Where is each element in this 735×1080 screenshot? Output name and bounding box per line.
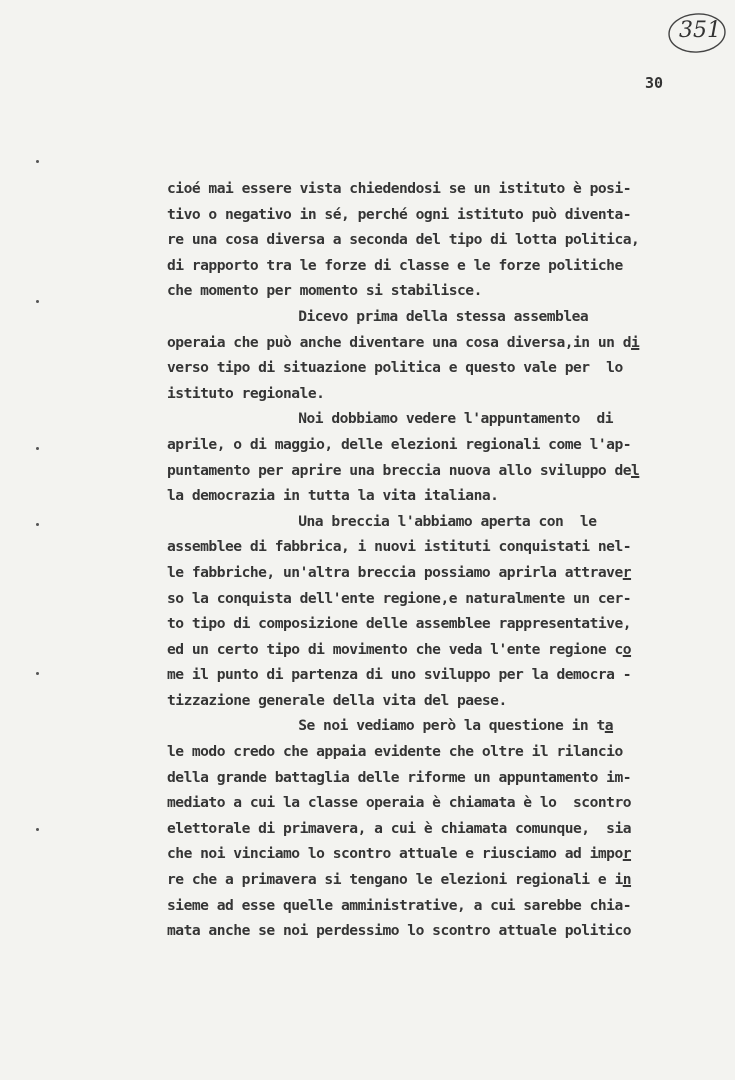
text-line — [167, 816, 677, 842]
text-line — [167, 586, 677, 612]
text-line — [167, 790, 677, 816]
text-segment: di rapporto tra le forze di classe e le forze politiche — [167, 256, 623, 274]
text-segment: elettorale di primavera, a cui è chiamata comunque, sia — [167, 819, 632, 837]
text-line — [167, 253, 677, 279]
text-line — [167, 432, 677, 458]
text-line — [167, 560, 677, 586]
text-line — [167, 713, 677, 739]
text-line — [167, 637, 677, 663]
text-segment: Se noi vediamo però la questione in t — [298, 717, 605, 735]
text-segment: Una breccia l'abbiamo aperta con le — [298, 512, 597, 530]
text-line — [167, 739, 677, 765]
typed-body-text — [167, 176, 677, 944]
underlined-syllable: i — [631, 333, 640, 351]
text-segment: le fabbriche, un'altra breccia possiamo aprirla attrave — [167, 563, 623, 581]
text-segment: le modo credo che appaia evidente che oltre il rilancio — [167, 743, 623, 761]
text-segment: aprile, o di maggio, delle elezioni regionali come l'ap- — [167, 435, 632, 453]
text-segment: tivo o negativo in sé, perché ogni istituto può diventa- — [167, 205, 632, 223]
text-segment: to tipo di composizione delle assemblee rappresentative, — [167, 615, 632, 633]
text-line — [167, 765, 677, 791]
underlined-syllable: o — [622, 640, 632, 658]
text-segment: puntamento per aprire una breccia nuova allo sviluppo de — [167, 461, 632, 479]
text-segment: me il punto di partenza di uno sviluppo per la democra - — [167, 666, 632, 684]
text-line — [167, 509, 677, 535]
text-line — [167, 330, 677, 356]
text-line — [167, 483, 677, 509]
text-segment: assemblee di fabbrica, i nuovi istituti conquistati nel- — [167, 538, 632, 556]
text-segment: che noi vinciamo lo scontro attuale e riusciamo ad impo — [167, 845, 623, 863]
page-number: 30 — [645, 74, 664, 92]
text-line — [167, 534, 677, 560]
text-line — [167, 893, 677, 919]
underlined-syllable: r — [622, 563, 632, 581]
margin-mark — [36, 828, 39, 831]
margin-mark — [36, 160, 39, 163]
text-line — [167, 458, 677, 484]
text-line — [167, 278, 677, 304]
text-line — [167, 176, 677, 202]
text-line — [167, 918, 677, 944]
text-line — [167, 304, 677, 330]
text-line — [167, 611, 677, 637]
text-segment: che momento per momento si stabilisce. — [167, 282, 482, 300]
text-line — [167, 381, 677, 407]
text-segment: cioé mai essere vista chiedendosi se un istituto è posi- — [167, 180, 632, 197]
text-segment: della grande battaglia delle riforme un appuntamento im- — [167, 768, 632, 786]
text-segment: re che a primavera si tengano le elezioni regionali e i — [167, 871, 623, 889]
margin-mark — [36, 523, 39, 526]
text-segment: istituto regionale. — [167, 384, 325, 402]
text-segment: verso tipo di situazione politica e questo vale per lo — [167, 359, 623, 377]
text-line — [167, 867, 677, 893]
text-segment: Noi dobbiamo vedere l'appuntamento di — [298, 410, 614, 428]
text-segment: Dicevo prima della stessa assemblea — [298, 307, 589, 325]
text-line — [167, 227, 677, 253]
text-segment: la democrazia in tutta la vita italiana. — [167, 487, 499, 505]
text-segment: sieme ad esse quelle amministrative, a cui sarebbe chia- — [167, 896, 632, 914]
text-line — [167, 406, 677, 432]
text-line — [167, 202, 677, 228]
underlined-syllable: l — [631, 461, 640, 479]
archive-stamp — [666, 10, 728, 56]
margin-mark — [36, 447, 39, 450]
text-line — [167, 355, 677, 381]
underlined-syllable: n — [622, 871, 632, 889]
text-segment: mata anche se noi perdessimo lo scontro attuale politico — [167, 922, 632, 940]
text-segment: re una cosa diversa a seconda del tipo di lotta politica, — [167, 231, 640, 249]
text-segment: tizzazione generale della vita del paese. — [167, 691, 507, 709]
text-segment: so la conquista dell'ente regione,e naturalmente un cer- — [167, 589, 632, 607]
text-line — [167, 688, 677, 714]
text-segment: operaia che può anche diventare una cosa diversa,in un d — [167, 333, 632, 351]
margin-mark — [36, 300, 39, 303]
archive-number: 351 — [679, 18, 721, 43]
underlined-syllable: r — [622, 845, 632, 863]
text-line — [167, 841, 677, 867]
underlined-syllable: a — [604, 717, 614, 735]
text-line — [167, 662, 677, 688]
text-segment: ed un certo tipo di movimento che veda l'ente regione c — [167, 640, 623, 658]
text-segment: mediato a cui la classe operaia è chiamata è lo scontro — [167, 794, 632, 812]
margin-mark — [36, 672, 39, 675]
